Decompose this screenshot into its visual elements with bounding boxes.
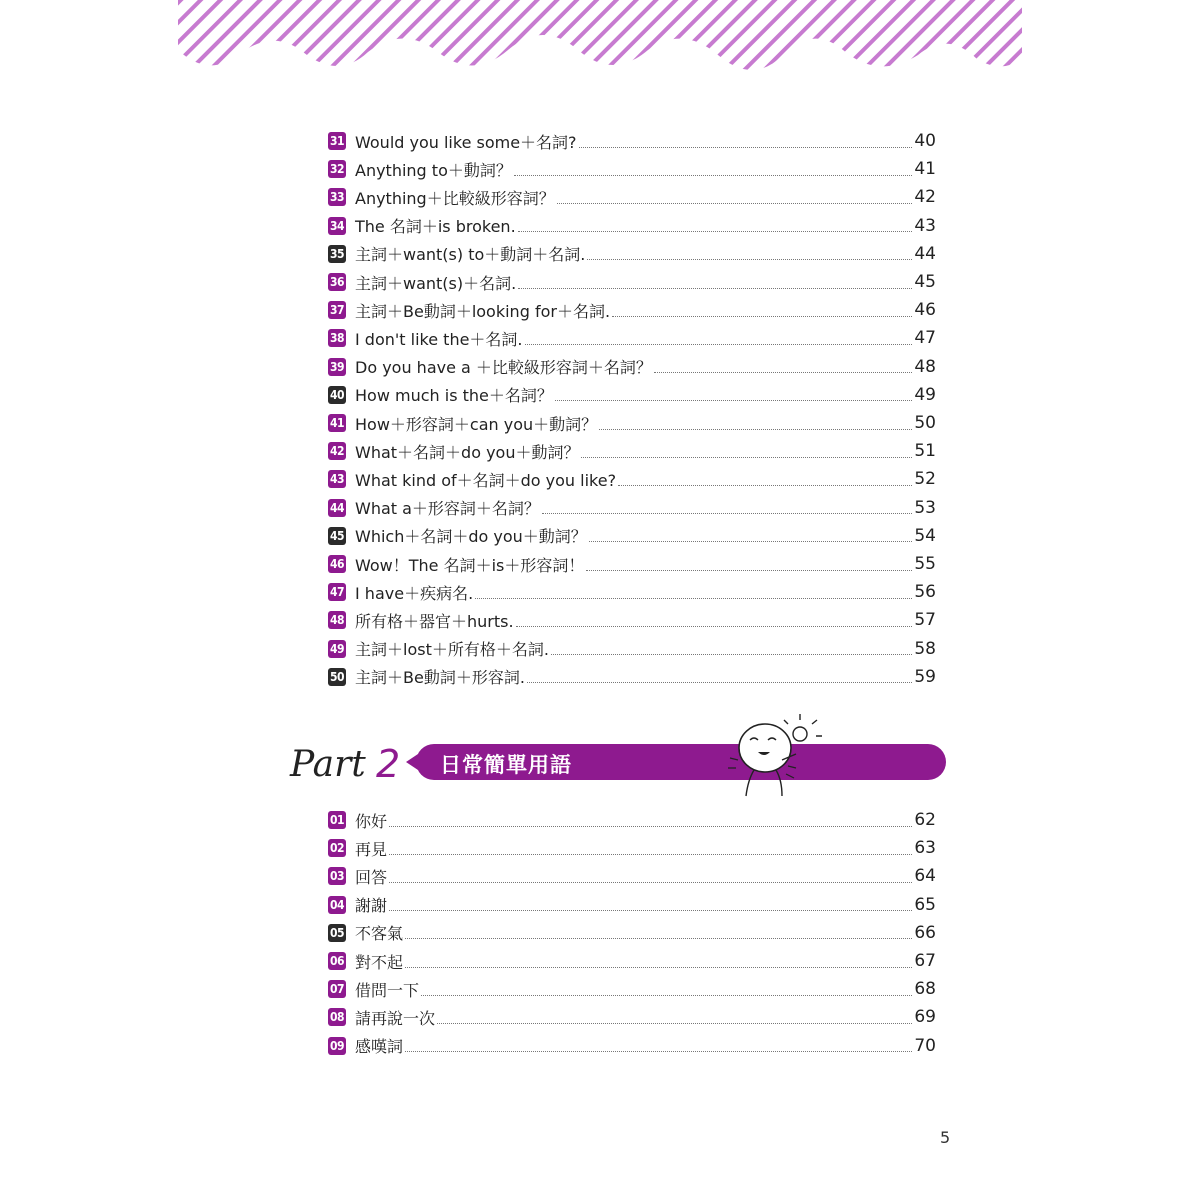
part2-heading	[288, 738, 948, 798]
entry-page-number: 41	[914, 159, 936, 180]
entry-number-badge: 05	[329, 925, 345, 940]
entry-number-badge: 07	[329, 982, 345, 997]
entry-page-number: 56	[914, 582, 936, 603]
entry-page-number: 47	[914, 328, 936, 349]
entry-title: How＋形容詞＋can you＋動詞？	[355, 414, 598, 434]
dot-leader	[389, 882, 912, 883]
entry-title: I have＋疾病名.	[355, 583, 474, 603]
entry-page-number: 40	[914, 131, 936, 151]
entry-page-number: 70	[914, 1035, 936, 1056]
dot-leader	[405, 967, 912, 968]
entry-title: The 名詞＋is broken.	[355, 217, 516, 237]
entry-page-number: 57	[914, 610, 936, 631]
striped-cloud-band	[178, 0, 1022, 95]
toc-entry	[328, 155, 936, 183]
entry-number-badge: 37	[329, 303, 345, 318]
toc-entry	[328, 862, 936, 890]
entry-number-badge: 47	[329, 585, 345, 600]
entry-number-badge: 48	[329, 613, 345, 628]
toc-entry	[328, 606, 936, 634]
dot-leader	[555, 400, 912, 401]
toc-entry	[328, 975, 936, 1003]
entry-page-number: 62	[914, 810, 936, 830]
dot-leader	[527, 682, 912, 683]
entry-page-number: 55	[914, 554, 936, 574]
entry-title: 再見	[355, 839, 388, 859]
dot-leader	[516, 626, 912, 627]
entry-number-badge: 45	[329, 528, 345, 543]
entry-page-number: 46	[914, 300, 936, 321]
entry-title: 回答	[355, 867, 388, 887]
entry-number-badge: 44	[329, 500, 345, 515]
entry-number-badge: 49	[329, 641, 345, 656]
toc-entry	[328, 268, 936, 296]
dot-leader	[389, 854, 912, 855]
entry-title: Do you have a ＋比較級形容詞＋名詞？	[355, 358, 652, 378]
entry-page-number: 69	[914, 1007, 936, 1028]
entry-title: 主詞＋want(s)＋名詞.	[355, 273, 517, 293]
dot-leader	[514, 175, 912, 176]
entry-page-number: 45	[914, 272, 936, 292]
entry-number-badge: 42	[329, 444, 345, 459]
dot-leader	[551, 654, 912, 655]
dot-leader	[654, 372, 912, 373]
entry-page-number: 66	[914, 922, 936, 943]
dot-leader	[389, 826, 912, 827]
entry-title: 感嘆詞	[355, 1037, 404, 1057]
entry-number-badge: 36	[329, 275, 345, 289]
dot-leader	[421, 995, 912, 996]
toc-entry	[328, 183, 936, 211]
entry-title: I don't like the＋名詞.	[355, 329, 523, 349]
dot-leader	[589, 541, 912, 542]
entry-page-number: 48	[914, 356, 936, 377]
toc-entry	[328, 240, 936, 268]
entry-page-number: 42	[914, 187, 936, 208]
dot-leader	[405, 938, 912, 939]
toc-entry	[328, 635, 936, 663]
dot-leader	[581, 457, 912, 458]
entry-number-badge: 50	[329, 669, 345, 684]
entry-title: 所有格＋器官＋hurts.	[355, 611, 514, 631]
entry-title: What＋名詞＋do you＋動詞？	[355, 442, 580, 462]
entry-title: 請再說一次	[355, 1008, 436, 1028]
dot-leader	[599, 429, 912, 430]
mascot-illustration	[720, 708, 830, 808]
toc-entry	[328, 947, 936, 975]
dot-leader	[525, 344, 912, 345]
toc-entry	[328, 550, 936, 578]
entry-number-badge: 46	[329, 557, 345, 571]
toc-entry	[328, 381, 936, 409]
toc-entry	[328, 578, 936, 606]
dot-leader	[618, 485, 912, 486]
dot-leader	[612, 316, 912, 317]
entry-number-badge: 33	[329, 190, 345, 205]
entry-page-number: 54	[914, 525, 936, 546]
entry-title: 主詞＋lost＋所有格＋名詞.	[355, 640, 549, 660]
toc-entry	[328, 437, 936, 465]
toc-entry	[328, 522, 936, 550]
entry-title: 借問一下	[355, 980, 420, 1000]
entry-title: Wow！The 名詞＋is＋形容詞！	[355, 555, 585, 575]
entry-number-badge: 32	[329, 162, 345, 177]
toc-entry	[328, 806, 936, 834]
entry-title: Anything＋比較級形容詞？	[355, 188, 555, 208]
part-title: 日常簡單用語	[440, 753, 572, 777]
dot-leader	[437, 1023, 912, 1024]
dot-leader	[587, 259, 912, 260]
entry-number-badge: 01	[329, 813, 345, 827]
entry-title: 主詞＋Be動詞＋looking for＋名詞.	[355, 301, 611, 321]
entry-title: 謝謝	[355, 896, 388, 916]
entry-number-badge: 09	[329, 1038, 345, 1053]
entry-page-number: 49	[914, 384, 936, 405]
entry-page-number: 51	[914, 441, 936, 462]
entry-title: 主詞＋want(s) to＋動詞＋名詞.	[355, 245, 586, 265]
entry-number-badge: 31	[329, 134, 345, 148]
toc-entry	[328, 353, 936, 381]
dot-leader	[475, 598, 912, 599]
entry-number-badge: 38	[329, 331, 345, 346]
entry-title: Anything to＋動詞？	[355, 160, 512, 180]
dot-leader	[389, 910, 912, 911]
dot-leader	[579, 147, 912, 148]
dot-leader	[586, 570, 912, 571]
entry-page-number: 52	[914, 469, 936, 490]
toc-entry	[328, 834, 936, 862]
entry-number-badge: 40	[329, 387, 345, 402]
toc-entry	[328, 409, 936, 437]
toc-entry	[328, 494, 936, 522]
page-number: 5	[940, 1128, 951, 1147]
entry-page-number: 58	[914, 638, 936, 659]
entry-number-badge: 04	[329, 897, 345, 912]
entry-page-number: 43	[914, 215, 936, 236]
toc-entry	[328, 891, 936, 919]
part-label: Part	[290, 744, 366, 785]
entry-page-number: 44	[914, 243, 936, 264]
toc-entry	[328, 127, 936, 155]
entry-title: 你好	[355, 811, 388, 831]
entry-number-badge: 02	[329, 841, 345, 856]
entry-number-badge: 39	[329, 359, 345, 374]
toc-entry	[328, 465, 936, 493]
entry-page-number: 64	[914, 866, 936, 887]
entry-title: What a＋形容詞＋名詞？	[355, 499, 540, 519]
dot-leader	[518, 288, 912, 289]
entry-page-number: 65	[914, 894, 936, 915]
entry-title: Would you like some＋名詞?	[355, 132, 577, 152]
entry-title: 主詞＋Be動詞＋形容詞.	[355, 668, 525, 688]
dot-leader	[557, 203, 912, 204]
entry-number-badge: 35	[329, 246, 345, 261]
toc-entry	[328, 324, 936, 352]
toc-entry	[328, 212, 936, 240]
entry-number-badge: 08	[329, 1010, 345, 1025]
entry-number-badge: 03	[329, 869, 345, 884]
entry-page-number: 50	[914, 413, 936, 433]
dot-leader	[518, 231, 912, 232]
toc-entry	[328, 1003, 936, 1031]
entry-page-number: 67	[914, 951, 936, 971]
toc-entry	[328, 1032, 936, 1060]
entry-number-badge: 06	[329, 954, 345, 968]
entry-page-number: 53	[914, 497, 936, 518]
entry-number-badge: 41	[329, 416, 345, 430]
entry-title: Which＋名詞＋do you＋動詞？	[355, 527, 587, 547]
entry-number-badge: 34	[329, 218, 345, 233]
entry-title: How much is the＋名詞？	[355, 386, 553, 406]
entry-number-badge: 43	[329, 472, 345, 487]
entry-title: What kind of＋名詞＋do you like?	[355, 470, 617, 490]
entry-page-number: 68	[914, 979, 936, 1000]
part-title-bar	[416, 744, 946, 780]
toc-entry	[328, 663, 936, 691]
entry-page-number: 59	[914, 666, 936, 687]
entry-title: 不客氣	[355, 924, 404, 944]
entry-title: 對不起	[355, 952, 404, 972]
dot-leader	[542, 513, 912, 514]
toc-entry	[328, 296, 936, 324]
toc-entry	[328, 919, 936, 947]
dot-leader	[405, 1051, 912, 1052]
entry-page-number: 63	[914, 838, 936, 859]
part-number: 2	[376, 742, 401, 786]
